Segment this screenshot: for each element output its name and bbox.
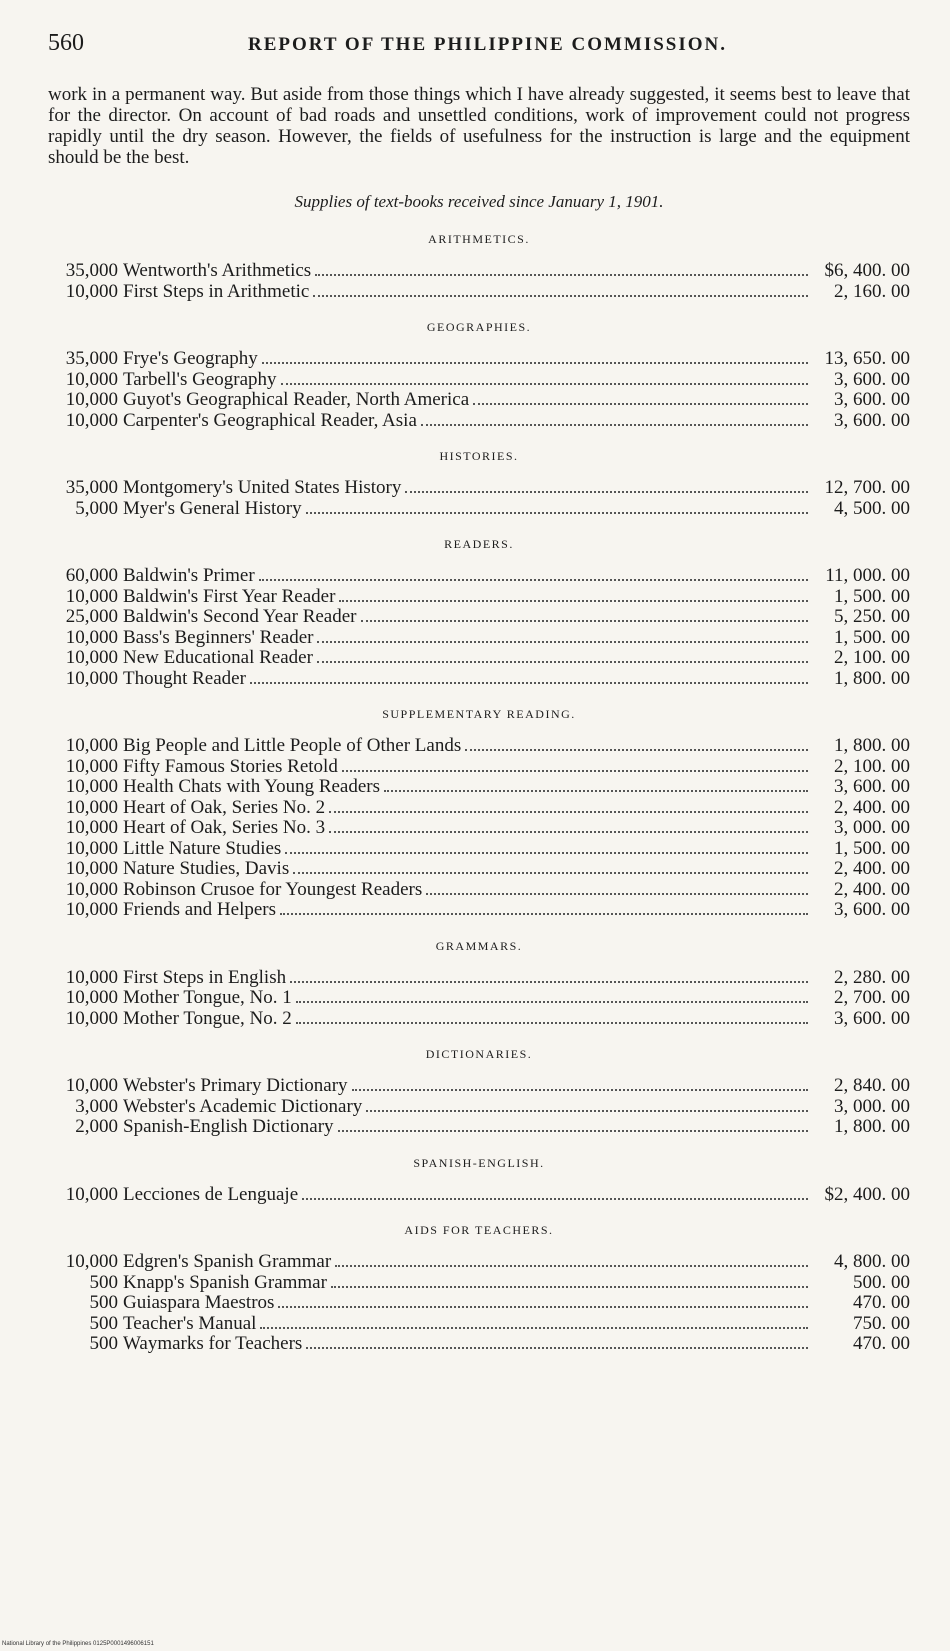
item-amount: 12, 700. 00 [824,477,910,498]
list-item [48,880,910,901]
item-quantity: 10,000 [65,1075,118,1096]
item-title: Heart of Oak, Series No. 3 [123,817,326,838]
dot-leader [329,811,808,813]
item-amount: 3, 600. 00 [834,1007,910,1029]
list-item [48,900,910,921]
list-item [48,839,910,860]
item-title: First Steps in Arithmetic [123,280,310,302]
page-header [48,30,910,70]
item-quantity: 10,000 [65,1251,118,1272]
dot-leader [317,661,808,663]
list-item [48,757,910,778]
intro-paragraph: work in a permanent way. But aside from those things which I have already suggested, it seems best to leave that for the director. On account of bad roads and unsettled conditions, work of improvement could not progress rapidly until the dry season. However, the fields of usefulness for the instruction is large and the equipment should be the best. [48,84,910,168]
item-quantity: 10,000 [65,368,118,390]
section-title: GRAMMARS. [435,938,523,953]
list-item [48,736,910,757]
item-amount: 3, 600. 00 [834,409,910,431]
item-quantity: 10,000 [65,966,118,988]
item-amount: 4, 500. 00 [834,497,910,519]
item-quantity: 10,000 [65,585,118,607]
item-quantity: 10,000 [65,755,118,777]
item-title: Webster's Primary Dictionary [123,1075,348,1096]
dot-leader [285,852,808,854]
item-title: Nature Studies, Davis [123,858,290,879]
dot-leader [329,831,808,833]
page-number: 560 [48,30,84,56]
item-title: Mother Tongue, No. 2 [123,1007,292,1029]
item-quantity: 500 [89,1292,118,1313]
item-title: Myer's General History [123,497,302,519]
section-title: GEOGRAPHIES. [426,320,532,334]
list-item [48,1076,910,1097]
list-item [48,390,910,411]
list-item [48,566,910,587]
item-amount: 3, 000. 00 [834,817,910,838]
item-quantity: 10,000 [65,776,118,797]
dot-leader [306,512,808,514]
item-quantity: 10,000 [65,626,118,648]
dot-leader [342,770,808,772]
item-title: Thought Reader [123,667,246,689]
dot-leader [421,424,808,426]
dot-leader [405,491,808,493]
item-title: Tarbell's Geography [123,368,277,390]
list-item [48,988,910,1009]
dot-leader [293,872,808,874]
list-item [48,1252,910,1273]
item-title: Guiaspara Maestros [123,1292,275,1313]
item-amount: 2, 160. 00 [834,280,910,302]
dot-leader [465,749,808,751]
list-item [48,478,910,499]
list-item [48,1185,910,1206]
list-item [48,798,910,819]
item-title: Edgren's Spanish Grammar [123,1251,332,1272]
item-amount: 1, 500. 00 [834,837,910,859]
dot-leader [313,295,808,297]
section [48,1047,910,1138]
list-item [48,968,910,989]
item-amount: 750. 00 [853,1312,910,1334]
section [48,232,910,302]
item-quantity: 10,000 [65,1183,118,1205]
item-amount: 2, 400. 00 [834,858,910,879]
item-title: Friends and Helpers [123,899,277,920]
item-amount: 1, 800. 00 [834,1116,910,1137]
item-amount: 2, 100. 00 [834,755,910,777]
item-amount: 470. 00 [853,1292,910,1313]
dot-leader [426,893,808,895]
dot-leader [281,383,808,385]
item-title: Baldwin's Second Year Reader [123,606,357,627]
item-title: Mother Tongue, No. 1 [123,987,292,1008]
item-amount: 2, 700. 00 [834,987,910,1008]
item-title: Teacher's Manual [123,1312,257,1334]
section-title: SPANISH-ENGLISH. [413,1155,545,1170]
item-title: Fifty Famous Stories Retold [123,755,338,777]
item-amount: 4, 800. 00 [834,1251,910,1272]
dot-leader [338,1130,808,1132]
item-amount: $2, 400. 00 [824,1183,910,1205]
item-quantity: 60,000 [65,565,118,586]
item-quantity: 10,000 [65,1007,118,1029]
section-title: READERS. [444,537,514,551]
textbook-supply-list [48,232,910,1355]
list-item [48,1009,910,1030]
dot-leader [317,641,808,643]
item-quantity: 10,000 [65,796,118,818]
section [48,537,910,689]
item-quantity: 35,000 [65,260,118,281]
item-title: Waymarks for Teachers [123,1333,303,1354]
item-title: Bass's Beginners' Reader [123,626,314,648]
dot-leader [262,362,808,364]
section-title: SUPPLEMENTARY READING. [382,707,576,721]
document-page [48,30,910,1355]
item-amount: 1, 800. 00 [834,667,910,689]
item-title: Little Nature Studies [123,837,282,859]
dot-leader [306,1347,808,1349]
list-item [48,648,910,669]
list-item [48,1293,910,1314]
section [48,320,910,431]
dot-leader [290,981,808,983]
item-quantity: 10,000 [65,858,118,879]
item-quantity: 5,000 [75,497,118,519]
item-amount: 470. 00 [853,1333,910,1354]
item-amount: 3, 600. 00 [834,368,910,390]
item-amount: $6, 400. 00 [824,260,910,281]
item-title: New Educational Reader [123,647,313,668]
scan-footer: National Library of the Philippines 0125P0001496006151 [2,1641,154,1647]
item-title: Baldwin's Primer [123,565,255,586]
section [48,939,910,1030]
list-item [48,1273,910,1294]
item-amount: 1, 800. 00 [834,735,910,756]
item-quantity: 25,000 [65,606,118,627]
item-amount: 3, 600. 00 [834,389,910,410]
list-item [48,1117,910,1138]
item-quantity: 35,000 [65,348,118,369]
item-title: Robinson Crusoe for Youngest Readers [123,878,423,900]
dot-leader [361,620,809,622]
item-amount: 3, 000. 00 [834,1095,910,1117]
item-title: Frye's Geography [123,348,258,369]
dot-leader [278,1306,808,1308]
list-item [48,1334,910,1355]
dot-leader [250,682,808,684]
running-head: REPORT OF THE PHILIPPINE COMMISSION. [248,34,728,55]
section [48,1223,910,1355]
list-item [48,628,910,649]
item-amount: 1, 500. 00 [834,585,910,607]
item-quantity: 500 [89,1271,118,1293]
item-amount: 3, 600. 00 [834,899,910,920]
dot-leader [296,1001,808,1003]
item-quantity: 10,000 [65,837,118,859]
item-quantity: 10,000 [65,647,118,668]
item-title: Carpenter's Geographical Reader, Asia [123,409,417,431]
item-quantity: 10,000 [65,987,118,1008]
list-item [48,411,910,432]
item-title: Baldwin's First Year Reader [123,585,336,607]
dot-leader [260,1327,808,1329]
item-title: Webster's Academic Dictionary [123,1095,363,1117]
section [48,1156,910,1206]
section [48,449,910,519]
dot-leader [302,1198,808,1200]
item-title: Knapp's Spanish Grammar [123,1271,327,1293]
list-item [48,370,910,391]
dot-leader [473,403,808,405]
item-quantity: 10,000 [65,735,118,756]
dot-leader [366,1110,808,1112]
item-amount: 13, 650. 00 [824,348,910,369]
section-title: DICTIONARIES. [425,1047,533,1061]
item-title: Wentworth's Arithmetics [123,260,312,281]
item-amount: 1, 500. 00 [834,626,910,648]
list-item [48,859,910,880]
dot-leader [384,790,808,792]
dot-leader [335,1265,808,1267]
item-quantity: 10,000 [65,280,118,302]
dot-leader [315,274,808,276]
list-item [48,1097,910,1118]
item-title: Montgomery's United States History [123,477,402,498]
item-quantity: 10,000 [65,817,118,838]
item-quantity: 2,000 [75,1116,118,1137]
section-title: ARITHMETICS. [428,232,530,246]
item-amount: 5, 250. 00 [834,606,910,627]
item-title: Lecciones de Lenguaje [123,1183,299,1205]
item-title: Heart of Oak, Series No. 2 [123,796,326,818]
item-quantity: 10,000 [65,409,118,431]
item-amount: 2, 280. 00 [834,966,910,988]
item-quantity: 3,000 [75,1095,118,1117]
table-caption: Supplies of text-books received since January 1, 1901. [294,192,664,211]
list-item [48,607,910,628]
item-quantity: 10,000 [65,389,118,410]
list-item [48,261,910,282]
item-title: Health Chats with Young Readers [123,776,381,797]
dot-leader [280,913,808,915]
item-title: First Steps in English [123,966,287,988]
item-quantity: 10,000 [65,667,118,689]
item-amount: 2, 840. 00 [834,1075,910,1096]
dot-leader [296,1022,808,1024]
item-title: Guyot's Geographical Reader, North America [123,389,470,410]
list-item [48,587,910,608]
item-title: Spanish-English Dictionary [123,1116,334,1137]
item-quantity: 500 [89,1333,118,1354]
item-quantity: 10,000 [65,878,118,900]
item-amount: 2, 400. 00 [834,878,910,900]
list-item [48,349,910,370]
list-item [48,818,910,839]
list-item [48,1314,910,1335]
section-title: AIDS FOR TEACHERS. [404,1223,554,1237]
item-quantity: 35,000 [65,477,118,498]
list-item [48,669,910,690]
dot-leader [352,1089,808,1091]
item-amount: 2, 400. 00 [834,796,910,818]
list-item [48,282,910,303]
item-title: Big People and Little People of Other Lands [123,735,462,756]
list-item [48,777,910,798]
item-amount: 3, 600. 00 [834,776,910,797]
dot-leader [331,1286,808,1288]
list-item [48,499,910,520]
item-quantity: 10,000 [65,899,118,920]
section [48,707,910,921]
item-amount: 2, 100. 00 [834,647,910,668]
item-quantity: 500 [89,1312,118,1334]
item-amount: 11, 000. 00 [825,565,910,586]
dot-leader [339,600,808,602]
dot-leader [259,579,808,581]
item-amount: 500. 00 [853,1271,910,1293]
section-title: HISTORIES. [439,449,519,463]
